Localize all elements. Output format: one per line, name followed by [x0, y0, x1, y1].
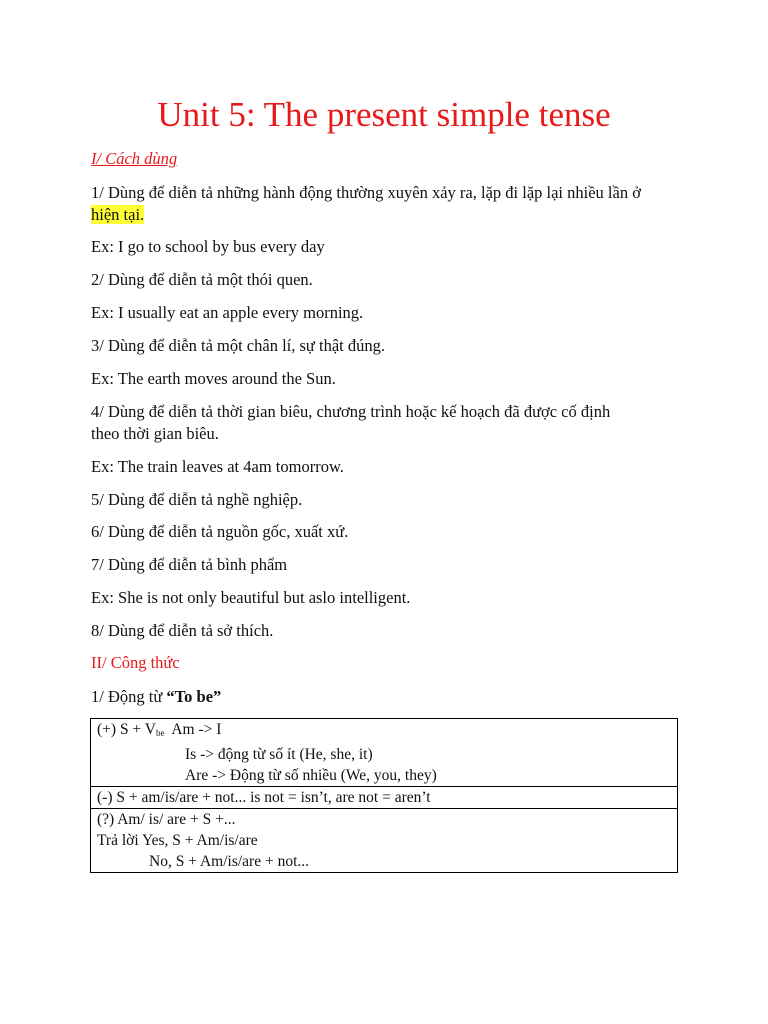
verb-heading-bold: “To be” [166, 687, 222, 706]
example-4: Ex: The train leaves at 4am tomorrow. [91, 457, 344, 476]
use-1-highlight: hiện tại. [91, 205, 145, 224]
positive-cell [91, 719, 678, 787]
positive-line-1 [97, 719, 671, 744]
section-heading-usage-text: I/ Cách dùng [91, 149, 178, 168]
positive-line-2: Is -> động từ số ít (He, she, it) [185, 746, 373, 763]
example-2: Ex: I usually eat an apple every morning. [91, 303, 364, 322]
use-6: 6/ Dùng để diễn tả nguồn gốc, xuất xứ. [91, 522, 349, 541]
positive-line-3: Are -> Động từ số nhiều (We, you, they) [185, 767, 437, 784]
use-4-line1: 4/ Dùng để diễn tả thời gian biêu, chương trình hoặc kế hoạch đã được cố định [91, 402, 611, 421]
use-1-line1: 1/ Dùng để diễn tả những hành động thường xuyên xảy ra, lặp đi lặp lại nhiều lần ở [91, 183, 641, 202]
table-row-negative [91, 787, 678, 809]
question-line-2: Trả lời Yes, S + Am/is/are [97, 832, 258, 849]
use-2: 2/ Dùng để diễn tả một thói quen. [91, 270, 313, 289]
use-1 [91, 182, 691, 226]
use-5: 5/ Dùng để diễn tả nghề nghiệp. [91, 490, 303, 509]
table-row-question [91, 809, 678, 873]
use-8: 8/ Dùng để diễn tả sở thích. [91, 621, 274, 640]
section-heading-usage [91, 148, 691, 170]
section-heading-formula: II/ Công thức [91, 653, 180, 672]
use-3: 3/ Dùng để diễn tả một chân lí, sự thật đúng. [91, 336, 385, 355]
verb-heading [91, 686, 691, 708]
example-3: Ex: The earth moves around the Sun. [91, 369, 336, 388]
positive-lead: (+) S + V [97, 721, 156, 738]
positive-sub: be [155, 728, 165, 738]
example-1: Ex: I go to school by bus every day [91, 237, 325, 256]
negative-cell: (-) S + am/is/are + not... is not = isn’t, are not = aren’t [91, 787, 678, 809]
use-7: 7/ Dùng để diễn tả bình phẩm [91, 555, 288, 574]
positive-first: Am -> I [164, 721, 222, 738]
use-4-line2: theo thời gian biêu. [91, 424, 219, 443]
verb-heading-prefix: 1/ Động từ [91, 687, 167, 706]
page-title: Unit 5: The present simple tense [157, 95, 611, 134]
question-cell [91, 809, 678, 873]
question-line-1: (?) Am/ is/ are + S +... [97, 811, 236, 828]
table-row-positive [91, 719, 678, 787]
example-7: Ex: She is not only beautiful but aslo intelligent. [91, 588, 411, 607]
use-4 [91, 401, 691, 445]
question-line-3: No, S + Am/is/are + not... [149, 853, 309, 870]
formula-table [90, 718, 678, 873]
